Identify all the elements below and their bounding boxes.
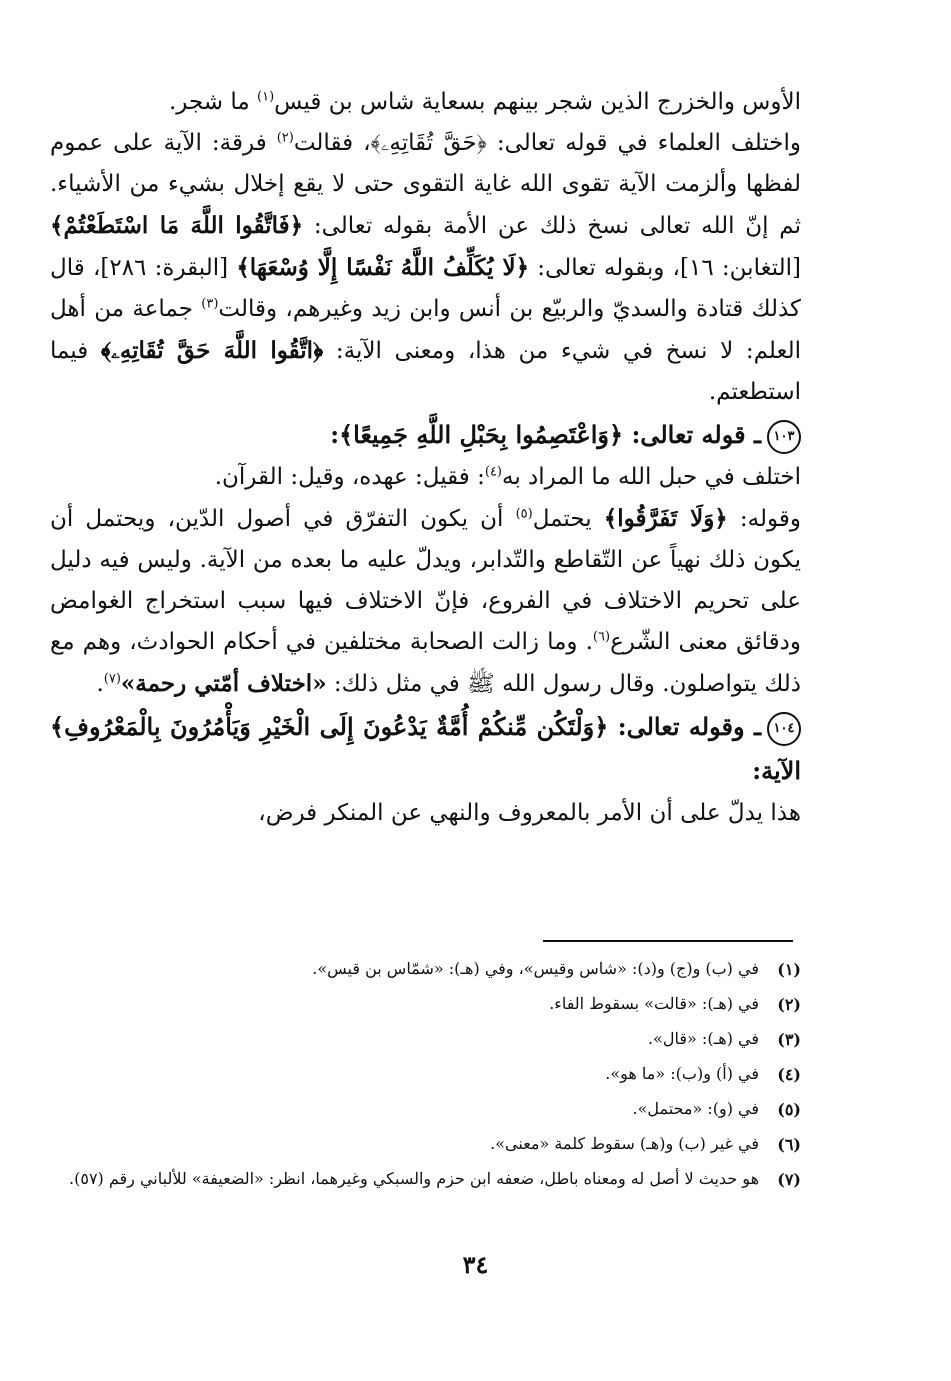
text-run: اختلف في حبل الله ما المراد به: [502, 464, 801, 490]
footnote-text: في غير (ب) و(هـ) سقوط كلمة «معنى».: [490, 1134, 759, 1153]
verse-reference: [البقرة: ٢٨٦]، قال كذلك قتادة والسديّ والربيّع بن أنس وابن زيد وغيرهم، وقالت: [50, 255, 801, 322]
heading-lead: ـ وقوله تعالى:: [608, 712, 762, 741]
heading-colon: :: [330, 420, 340, 449]
footnote-number: (٧): [777, 1170, 801, 1189]
footnote-ref[interactable]: (٣): [201, 296, 219, 312]
footnote-item: [50, 1127, 801, 1162]
footnote-item: [50, 1162, 801, 1197]
quran-verse: ﴿اتَّقُوا اللَّهَ حَقَّ تُقَاتِهِۦ﴾: [100, 337, 324, 364]
quran-verse: ﴿وَلَا تَفَرَّقُوا﴾: [603, 505, 728, 532]
footnote-ref[interactable]: (٦): [592, 629, 611, 645]
main-text: [50, 82, 801, 834]
text-run: جماعة من أهل العلم: لا نسخ في شيء من هذا، ومعنى الآية:: [50, 296, 802, 364]
footnote-ref[interactable]: (١): [257, 89, 275, 105]
quran-verse: ﴿فَاتَّقُوا اللَّهَ مَا اسْتَطَعْتُمْ﴾: [50, 212, 304, 239]
footnote-number: (٣): [777, 1030, 801, 1049]
footnote-ref[interactable]: (٢): [276, 130, 294, 146]
text-run: يحتمل: [532, 506, 604, 532]
footnote-text: هو حديث لا أصل له ومعناه باطل، ضعفه ابن حزم والسبكي وغيرهما، انظر: «الضعيفة» للألباني رقم (٥٧).: [69, 1169, 759, 1188]
page-number: ٣٤: [462, 1250, 489, 1279]
quran-verse: ﴿لَا يُكَلِّفُ اللَّهُ نَفْسًا إِلَّا وُسْعَهَا﴾: [236, 254, 530, 281]
text-run: هذا يدلّ على أن الأمر بالمعروف والنهي عن المنكر فرض،: [258, 800, 801, 826]
footnote-item: [50, 987, 801, 1022]
quran-verse: ﴿وَاعْتَصِمُوا بِحَبْلِ اللَّهِ جَمِيعًا﴾: [339, 420, 624, 449]
footnote-item: [50, 952, 801, 987]
verse-number-medallion: ١٠٤: [767, 712, 801, 746]
heading-tail: الآية:: [752, 756, 801, 785]
footnote-text: في (أ) و(ب): «ما هو».: [605, 1064, 759, 1083]
footnote-item: [50, 1092, 801, 1127]
verse-number-medallion: ١٠٣: [767, 420, 801, 454]
text-run: فرقة: الآية على عموم لفظها وألزمت الآية تقوى الله غاية التقوى حتى لا يقع إخلال بشيء من الأشياء. ثم إنّ الله تعالى نسخ ذلك عن الأمة بقوله تعالى:: [50, 130, 801, 239]
footnote-text: في (هـ): «قالت» بسقوط الفاء.: [549, 994, 759, 1013]
footnote-text: في (هـ): «قال».: [648, 1029, 759, 1048]
footnote-item: [50, 1022, 801, 1057]
verse-reference: [التغابن: ١٦]، وبقوله تعالى:: [529, 255, 801, 281]
footnote-ref[interactable]: (٥): [515, 506, 533, 522]
text-run: .: [96, 671, 104, 697]
footnote-number: (٤): [777, 1065, 801, 1084]
text-run: الأوس والخزرج الذين شجر بينهم بسعاية شاس بن قيس: [274, 89, 801, 115]
footnote-text: في (و): «محتمل».: [632, 1099, 759, 1118]
footnote-number: (٢): [777, 995, 801, 1014]
section-heading-103: [50, 413, 801, 457]
section-heading-104: [50, 705, 801, 793]
heading-lead: ـ قوله تعالى:: [623, 420, 761, 449]
footnote-item: [50, 1057, 801, 1092]
footnote-ref[interactable]: (٧): [103, 671, 121, 687]
paragraph-scholars: [50, 123, 801, 413]
footnotes: [50, 952, 801, 1197]
footnote-number: (١): [777, 960, 801, 979]
paragraph-intro: [50, 82, 801, 123]
hadith-quote: «اختلاف أمّتي رحمة»: [120, 670, 327, 697]
text-run: . وما زالت الصحابة مختلفين في أحكام الحوادث، وهم مع ذلك يتواصلون. وقال رسول الله ﷺ في مثل ذلك:: [50, 629, 801, 697]
footnote-divider: [543, 940, 793, 942]
paragraph-rope-of-allah: [50, 457, 801, 498]
text-run: : فقيل: عهده، وقيل: القرآن.: [214, 464, 485, 490]
text-run: واختلف العلماء في قوله تعالى: ﴿حَقَّ تُقَاتِهِۦ﴾، فقالت: [293, 130, 801, 156]
text-run: أن يكون التفرّق في أصول الدّين، ويحتمل أن يكون ذلك نهياً عن التّقاطع والتّدابر، ويدلّ عليه ما بعده من الآية. وليس فيه دليل على تحريم الاختلاف في الفروع، فإنّ الاختلاف فيها سبب استخراج الغوامض ودقائق معنى الشّرع: [50, 506, 802, 655]
quran-verse: ﴿وَلْتَكُن مِّنكُمْ أُمَّةٌ يَدْعُونَ إِلَى الْخَيْرِ وَيَأْمُرُونَ بِالْمَعْرُوفِ﴾: [50, 712, 609, 741]
footnote-text: في (ب) و(ج) و(د): «شاس وقيس»، وفي (هـ): «شمّاس بن قيس».: [312, 959, 759, 978]
paragraph-enjoining-good: [50, 793, 801, 834]
footnote-number: (٥): [777, 1100, 801, 1119]
footnote-number: (٦): [777, 1135, 801, 1154]
text-run: ما شجر.: [168, 89, 258, 115]
text-run: وقوله:: [727, 506, 801, 532]
text-run: فيما استطعتم.: [50, 338, 801, 405]
paragraph-disunity: [50, 498, 801, 705]
footnote-ref[interactable]: (٤): [484, 464, 502, 480]
